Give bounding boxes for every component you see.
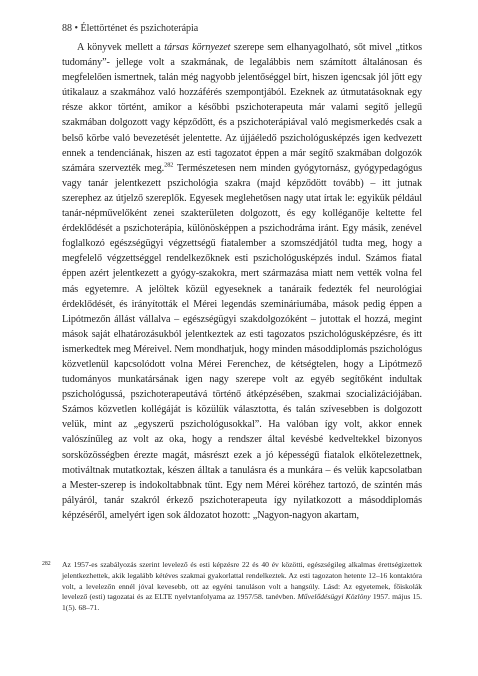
footnote bbox=[42, 560, 423, 614]
italic-term: társas környezet bbox=[164, 42, 231, 53]
footnote-text-1: Az 1957-es szabályozás szerint levelező és esti képzésre 22 és 40 év közötti, egészségileg alkalmas érettségizettek jelentkezhettek, akik legalább kétéves szakmai gyakorlattal rendelkeztek. Az esti tagozaton hetente 12–16 kontaktóra volt, a levelezőn ennél jóval kevesebb, ott az egyéni tanuláson volt a hangsúly. Lásd: Az egyetemek, főiskolák levelező (esti) tagozatai és az ELTE nyelvtanfolyama az 1957/58. tanévben. bbox=[62, 560, 422, 602]
main-text bbox=[62, 40, 422, 523]
paragraph-text-1: A könyvek mellett a bbox=[77, 42, 165, 53]
page-number: 88 bbox=[62, 23, 72, 34]
running-header bbox=[62, 23, 422, 35]
paragraph-text-2: szerepe sem elhanyagolható, sőt mivel „titkos tudomány”- jellege volt a szakmának, de legalábbis nem számított általánosan és megfelelően ismertnek, talán még nagyobb jelentőséggel bírt, hiszen igencsak jól jött egy útikalauz a szakmához való hozzáférés szempontjából. Ezeknek az útmutatásoknak egy része akkor történt, amikor a későbbi pszichoterapeuta már valami segítő jellegű szakmában dolgozott vagy képződött, és a pszichoterápiával való megismerkedés csak a belső körbe való bevezetését jelentette. Az újjáéledő pszichológusképzés igen kedvezett ennek a tendenciának, hiszen az esti tagozatot éppen a már segítő szakmában dolgozók számára szervezték meg. bbox=[62, 42, 422, 174]
footnote-number: 282 bbox=[42, 561, 51, 567]
paragraph-text-3: Természetesen nem minden gyógytornász, gyógypedagógus vagy tanár jelentkezett pszichológia szakra (majd képződött tovább) – itt jutnak szerephez az útjelző szereplők. Egyesek meglehetősen nagy utat írtak le: egyikük például tanár-népművelőként zenei szakterületen dolgozott, és egy kolléganője keltette fel érdeklődését a pszichoterápia, különösképpen a pszichodráma iránt. Egy másik, zenével foglalkozó egészségügyi végzettségű fiatalember a szomszédjától tudta meg, hogy a megfelelő végzettséggel rendelkezőknek esti pszichológusképzés indul. Számos fiatal éppen azért jelentkezett a gyógy-szakokra, mert származása miatt nem vették volna fel más egyetemre. A jelöltek közül egyeseknek a tanáraik fedezték fel neurológiai érdeklődését, és irányították el Mérei legendás szemináriumába, mások pedig éppen a Lipótmezőn állást vállalva – egészségügyi szakdolgozóként – jutottak el hozzá, megint mások saját elhatározásukból jelentkeztek az esti tagozatos pszichológusképzésre, és itt ismerkedtek meg Méreivel. Nem mondhatjuk, hogy minden másoddiplomás pszichológus közvetlenül kapcsolódott volna Mérei Ferenchez, de kétségtelen, hogy a Lipótmező tudományos munkatársának igen nagy szerepe volt az egyéb segítőként indultak pszichológussá, pszichoterapeutává történő átképzésében, szakmai szocializációjában. Számos közvetlen kollégáját is közülük választotta, és talán szívesebben is dolgozott velük, mint az „egyszerű pszichológusokkal”. Ha valóban így volt, akkor ennek valószínűleg az volt az oka, hogy a rendszer által kevésbé kedveltekkel bizonyos sorsközösségben érezte magát, másrészt ezek a jó képességű fiatalok elkötelezettnek, motiváltnak mutatkoztak, készen álltak a tanulásra és a munkára – és velük kapcsolatban a Mester-szerep is indokoltabbnak tűnt. Egy nem Mérei köréhez tartozó, de szintén más pályáról, tanár szakról érkező pszichoterapeuta így nyilatkozott a másoddiplomás képzéséről, amelyért igen sok áldozatot hozott: „Nagyon-nagyon akartam, bbox=[62, 162, 422, 521]
footnote-text-2: 1957. május 15. 1(5). 68–71. bbox=[62, 592, 423, 613]
running-title: Élettörténet és pszichoterápia bbox=[80, 23, 199, 34]
footnote-reference[interactable]: 282 bbox=[164, 161, 174, 169]
header-separator: • bbox=[74, 23, 79, 34]
footnote-citation-title: Művelődésügyi Közlöny bbox=[297, 592, 371, 602]
body-paragraph bbox=[62, 40, 422, 523]
